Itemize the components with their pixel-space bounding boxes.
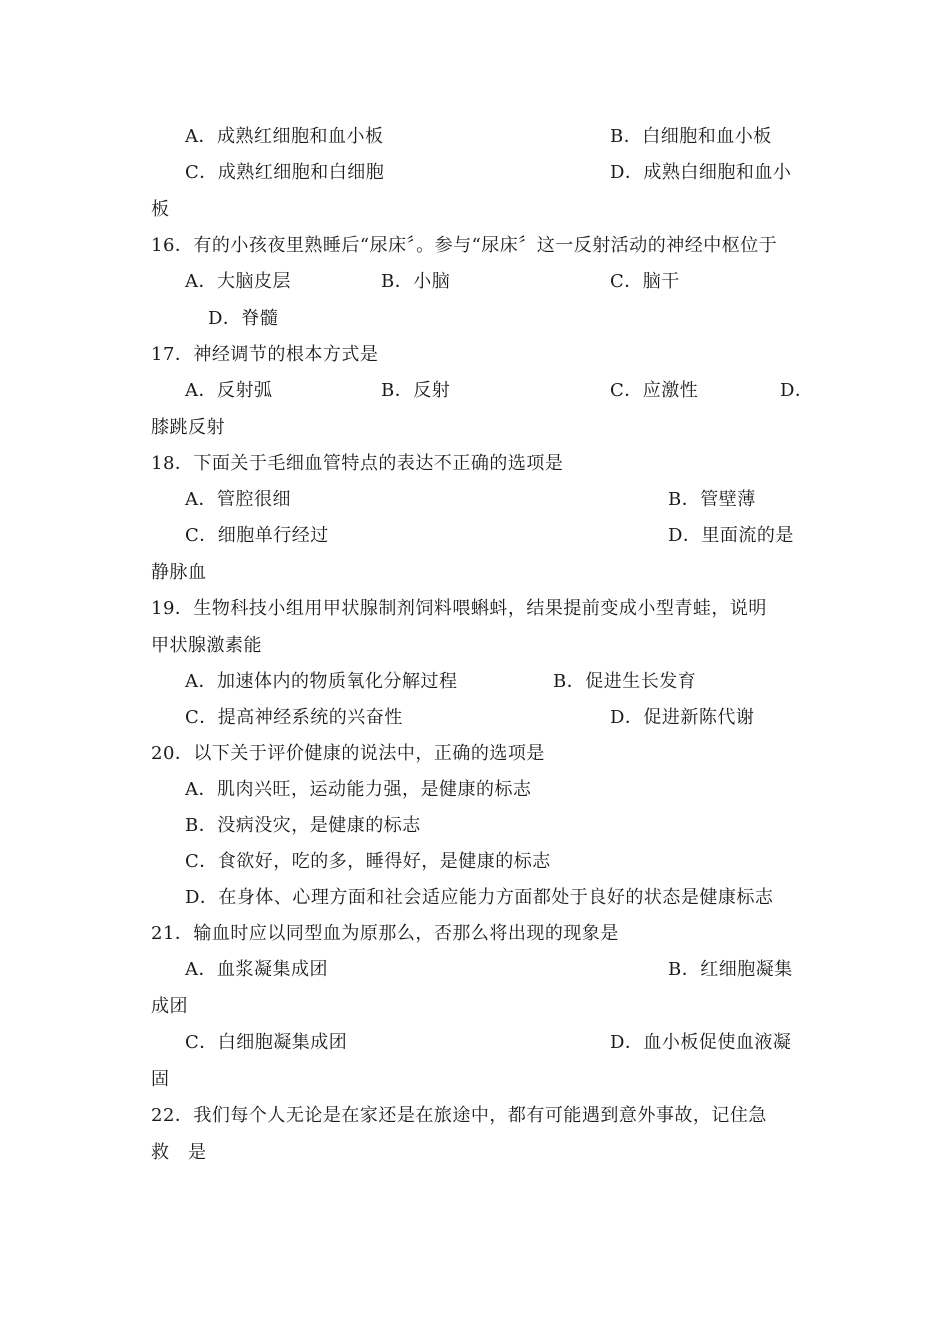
q17-option-d-label: D． [780,380,814,401]
q18-option-d-wrap: 静脉血 [151,562,207,583]
q22-stem: 22．我们每个人无论是在家还是在旅途中，都有可能遇到意外事故，记住急 [151,1105,767,1126]
q18-option-d: D．里面流的是 [668,525,794,546]
q16-option-c: C．脑干 [610,271,680,292]
q15-option-d-wrap: 板 [151,199,170,220]
q15-option-c: C．成熟红细胞和白细胞 [185,162,385,183]
q20-stem: 20．以下关于评价健康的说法中，正确的选项是 [151,743,545,764]
q15-option-b: B．白细胞和血小板 [610,126,772,147]
q22-stem-wrap: 救 是 [151,1142,207,1163]
q19-stem: 19．生物科技小组用甲状腺制剂饲料喂蝌蚪，结果提前变成小型青蛙，说明 [151,598,767,619]
q17-option-c: C．应激性 [610,380,699,401]
q18-option-b: B．管壁薄 [668,489,756,510]
q21-option-c: C．白细胞凝集成团 [185,1032,348,1053]
q20-option-b: B．没病没灾，是健康的标志 [185,815,421,836]
q17-option-b: B．反射 [381,380,451,401]
q17-option-d: 膝跳反射 [151,417,225,438]
q20-option-c: C．食欲好，吃的多，睡得好，是健康的标志 [185,851,551,872]
q16-option-d: D．脊髓 [208,308,279,329]
q19-option-c: C．提高神经系统的兴奋性 [185,707,403,728]
q17-option-a: A．反射弧 [185,380,273,401]
q18-option-c: C．细胞单行经过 [185,525,329,546]
q18-option-a: A．管腔很细 [185,489,291,510]
q18-stem: 18．下面关于毛细血管特点的表达不正确的选项是 [151,453,564,474]
q17-stem: 17．神经调节的根本方式是 [151,344,379,365]
q21-stem: 21．输血时应以同型血为原那么，否那么将出现的现象是 [151,923,619,944]
q21-option-d: D．血小板促使血液凝 [610,1032,792,1053]
q16-option-b: B．小脑 [381,271,451,292]
q19-option-b: B．促进生长发育 [553,671,697,692]
q21-option-b-wrap: 成团 [151,996,188,1017]
q20-option-a: A．肌肉兴旺，运动能力强，是健康的标志 [185,779,532,800]
q19-option-a: A．加速体内的物质氧化分解过程 [185,671,458,692]
q21-option-a: A．血浆凝集成团 [185,959,328,980]
q21-option-d-wrap: 固 [151,1069,170,1090]
q15-option-d: D．成熟白细胞和血小 [610,162,792,183]
q19-stem-wrap: 甲状腺激素能 [151,635,262,656]
q20-option-d: D．在身体、心理方面和社会适应能力方面都处于良好的状态是健康标志 [185,887,774,908]
q16-option-a: A．大脑皮层 [185,271,291,292]
q19-option-d: D．促进新陈代谢 [610,707,755,728]
q15-option-a: A．成熟红细胞和血小板 [185,126,384,147]
q16-stem: 16．有的小孩夜里熟睡后“尿床〞。参与“尿床〞这一反射活动的神经中枢位于 [151,235,778,256]
q21-option-b: B．红细胞凝集 [668,959,793,980]
